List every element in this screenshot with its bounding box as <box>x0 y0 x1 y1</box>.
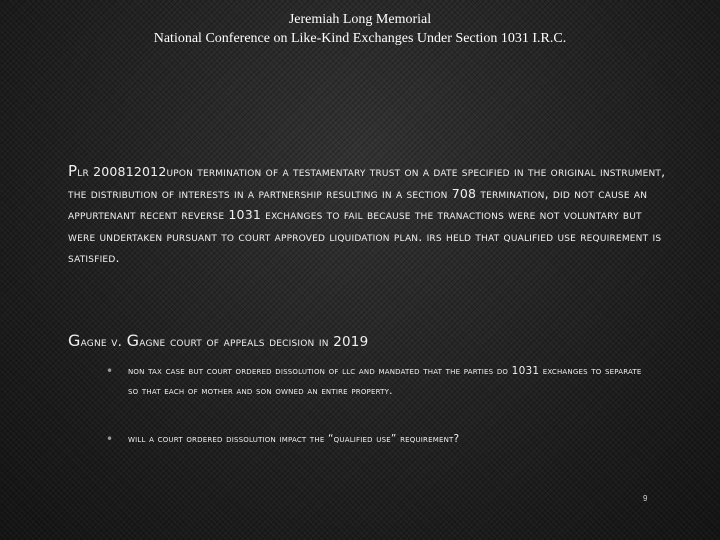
plr-text: lr 200812012upon termination of a testamentary trust on a date specified in the original instrument, the distribution of interests in a partnership resulting in a section 708 termination, did not cause an appurtenant recent reverse 1031 exchanges to fail because the tranactions were not voluntary but were undertaken pursuant to court approved liquidation plan. irs held that qualified use requirement is satisfied. <box>68 164 666 265</box>
bullet-text: non tax case but court ordered dissolution of llc and mandated that the parties do 1031 exchanges to separate so that each of mother and son owned an entire property. <box>128 365 642 397</box>
bullet-item <box>106 362 646 401</box>
gagne-decision-text: court of appeals decision in 2019 <box>169 334 369 350</box>
page-number: 9 <box>643 494 648 503</box>
bullet-text: will a court ordered dissolution impact the “qualified use” requirement? <box>128 433 460 445</box>
gagne-initial-2: G <box>126 331 140 350</box>
plr-paragraph <box>68 161 668 269</box>
slide-header <box>0 10 720 48</box>
plr-lead-letter: P <box>68 162 78 180</box>
gagne-heading <box>68 330 668 353</box>
gagne-name-2: agne <box>139 334 170 350</box>
gagne-name-1: agne v. <box>80 334 127 350</box>
header-title: Jeremiah Long Memorial <box>288 12 432 27</box>
bullet-dot-icon: • <box>106 432 114 446</box>
bullet-dot-icon: • <box>106 364 114 378</box>
bullet-item <box>106 430 646 450</box>
gagne-initial-1: G <box>68 331 81 350</box>
header-subtitle: National Conference on Like-Kind Exchanges Under Section 1031 I.R.C. <box>153 31 567 46</box>
